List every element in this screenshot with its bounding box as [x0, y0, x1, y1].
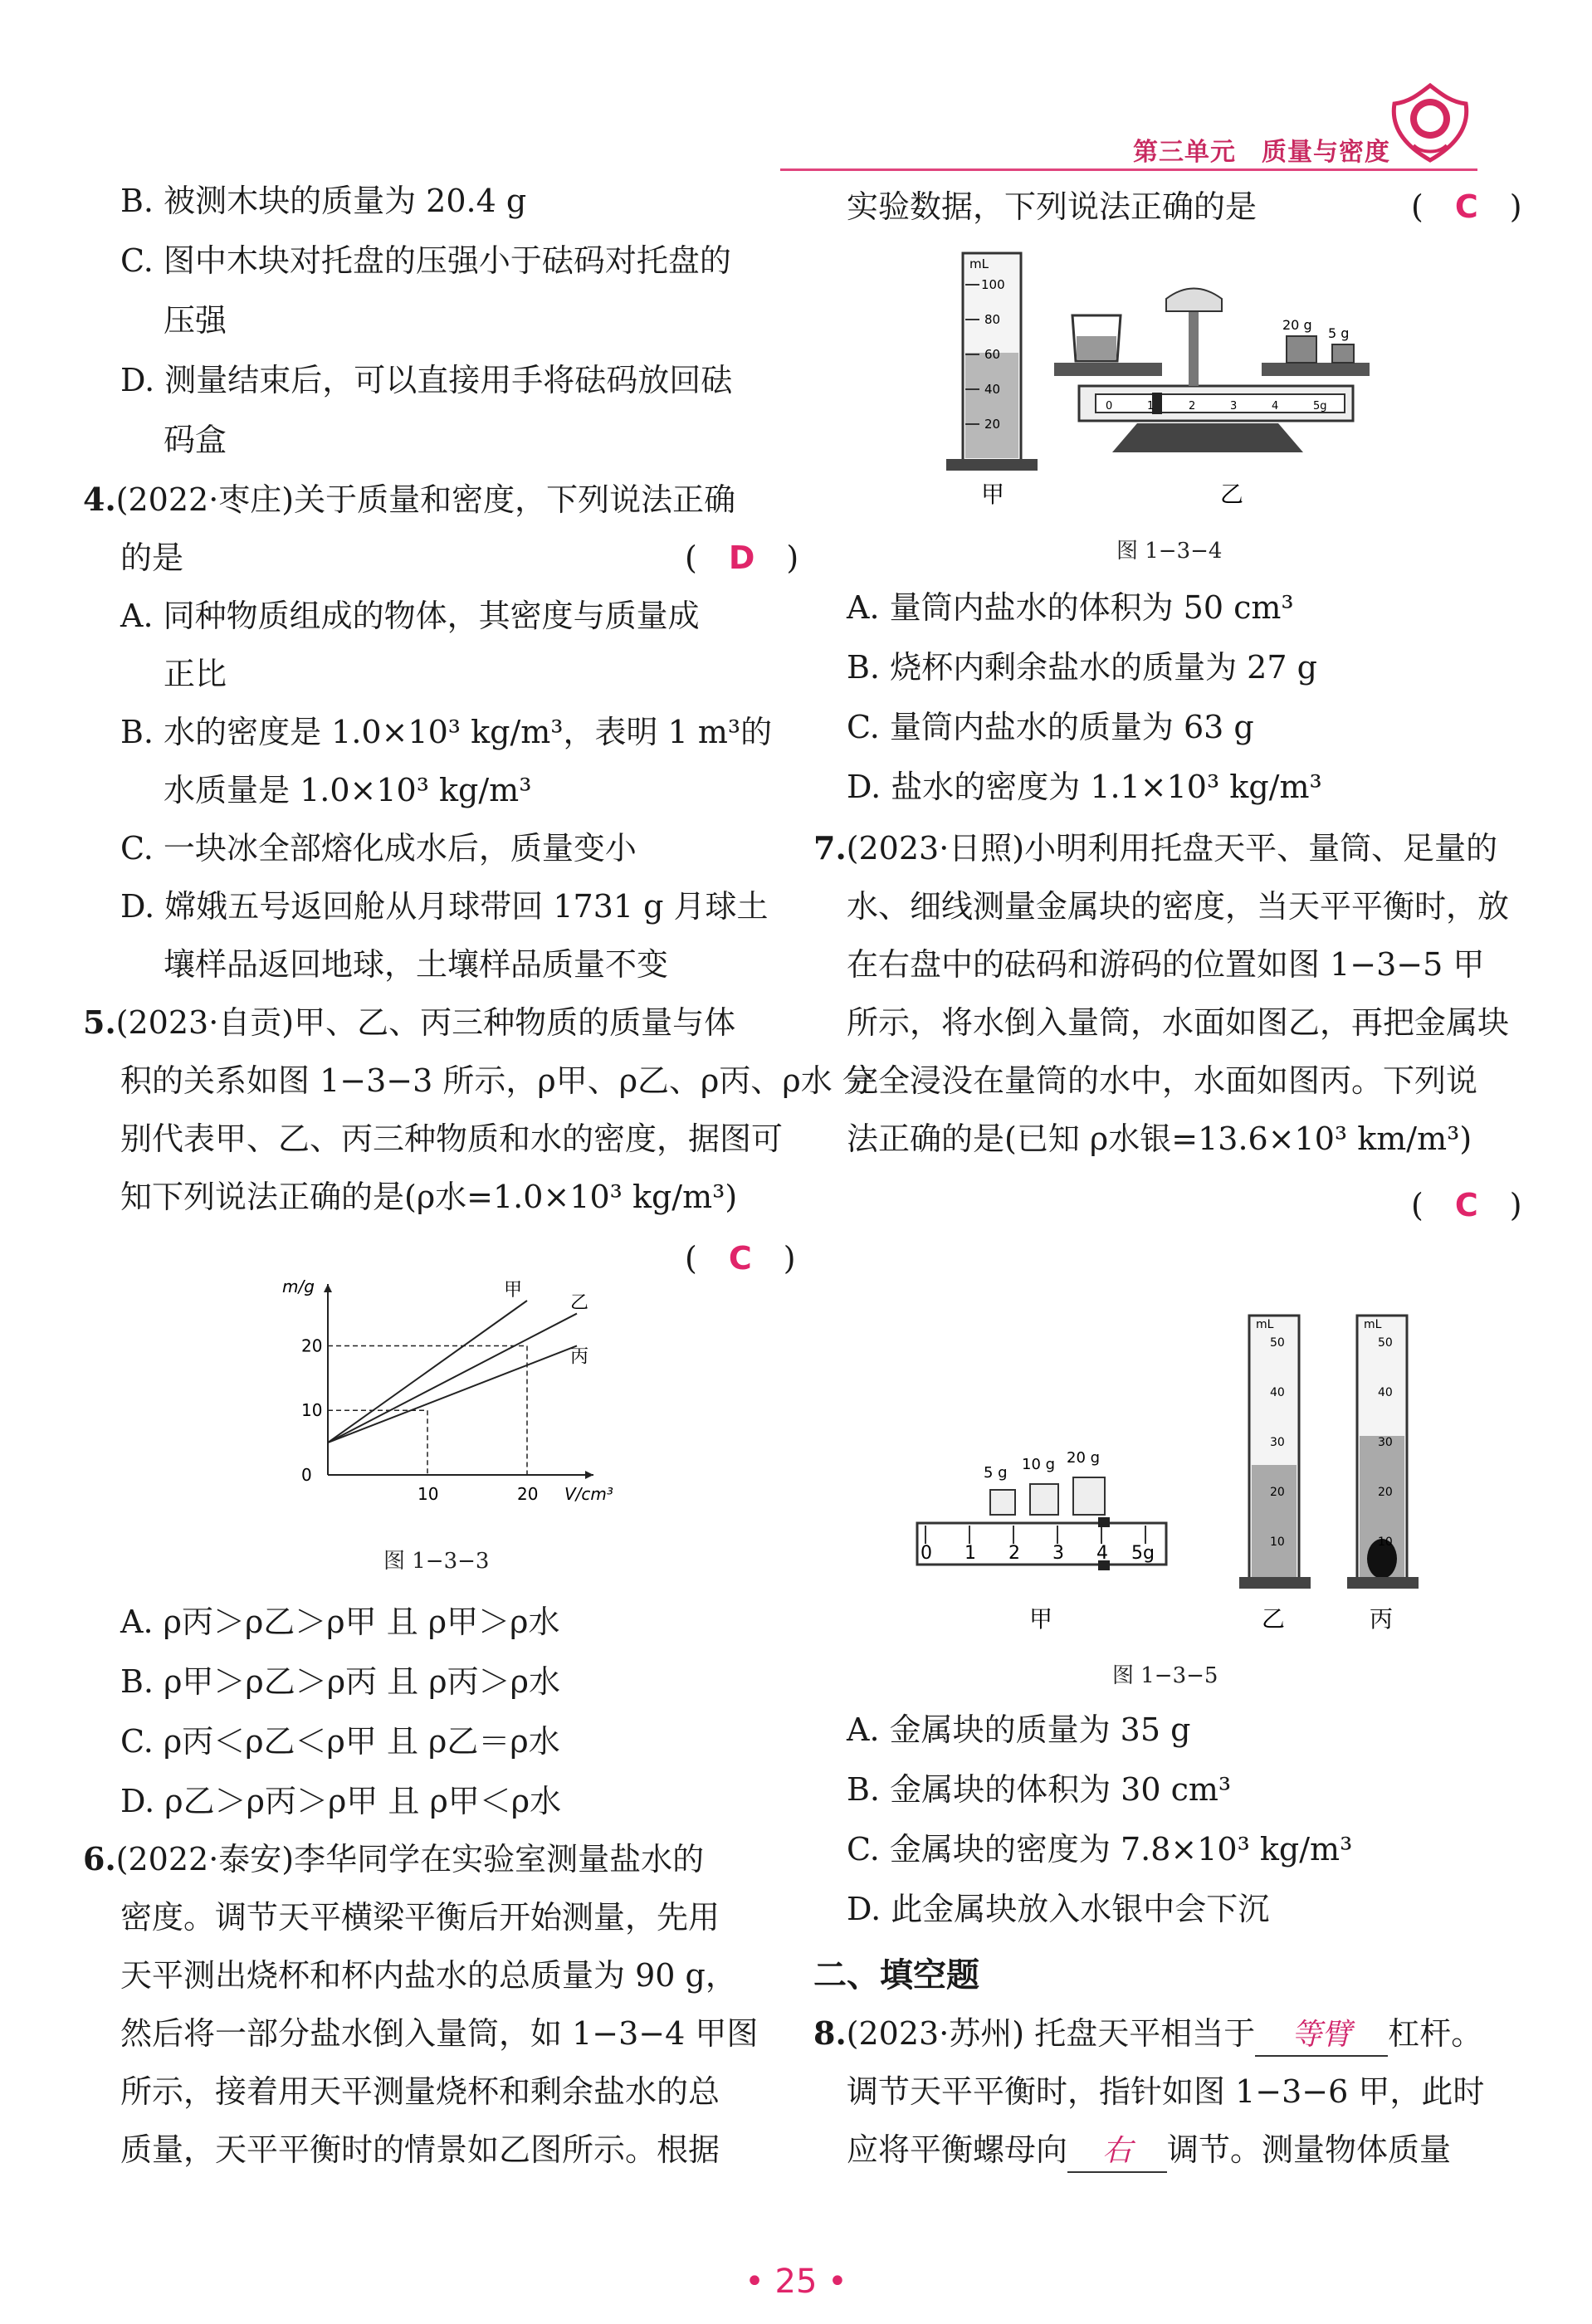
weight-10g: 10 g [1022, 1456, 1056, 1473]
q6-option-b: B. 烧杯内剩余盐水的质量为 27 g [847, 649, 1317, 686]
series-line-2 [328, 1314, 577, 1443]
cyl-bing-20: 20 [1378, 1486, 1393, 1499]
q6-line1: (2022·泰安)李华同学在实验室测量盐水的 [115, 1841, 705, 1877]
q7-option-c: C. 金属块的密度为 7.8×10³ kg/m³ [847, 1831, 1353, 1868]
cyl-tick-100: 100 [981, 277, 1005, 292]
q5-stem-line2: 积的关系如图 1−3−3 所示，ρ甲、ρ乙、ρ丙、ρ水 分 [120, 1062, 874, 1099]
graduated-cylinder-jia [946, 253, 1038, 471]
weight-5g: 5 g [984, 1464, 1008, 1482]
q6-option-c: C. 量筒内盐水的质量为 63 g [847, 709, 1254, 745]
y-axis-arrow [324, 1284, 332, 1292]
x-tick-label: 20 [517, 1484, 539, 1504]
q5-answer-box: ( C ) [685, 1240, 796, 1277]
series-label-2: 乙 [570, 1292, 589, 1314]
q4-answer: D [728, 540, 755, 576]
weight-5g-label: 5 g [1328, 325, 1350, 341]
cyl-yi-unit: mL [1256, 1318, 1274, 1331]
unit-title: 第三单元 质量与密度 [1133, 138, 1390, 167]
cyl-yi-30: 30 [1270, 1436, 1285, 1449]
q8-blank-2[interactable]: 右 [1067, 2131, 1167, 2173]
q5-figure-caption: 图 1−3−3 [383, 1549, 490, 1574]
q3-option-d: D. 测量结束后，可以直接用手将砝码放回砝 [120, 362, 733, 398]
q5-stem-line3: 别代表甲、乙、丙三种物质和水的密度，据图可 [120, 1120, 784, 1157]
q6-number: 6. [83, 1840, 116, 1877]
cyl-yi-10: 10 [1270, 1536, 1285, 1549]
figure-1-3-5 [909, 1303, 1424, 1643]
q4-option-d: D. 嫦娥五号返回舱从月球带回 1731 g 月球土 [120, 888, 769, 925]
q4-stem-line1: (2022·枣庄)关于质量和密度，下列说法正确 [115, 481, 736, 518]
cyl-tick-20: 20 [984, 417, 1001, 432]
fig5-label-jia: 甲 [1029, 1605, 1053, 1633]
q3-option-c-cont: 压强 [164, 302, 227, 339]
q6-answer-box: ( C ) [1411, 188, 1522, 225]
x-axis-arrow [585, 1471, 593, 1479]
cyl-bing-40: 40 [1378, 1386, 1393, 1399]
q4-option-b: B. 水的密度是 1.0×10³ kg/m³，表明 1 m³的 [120, 714, 773, 750]
fig5-label-bing: 丙 [1370, 1605, 1394, 1633]
q3-option-c: C. 图中木块对托盘的压强小于砝码对托盘的 [120, 242, 731, 279]
scale7-0: 0 [921, 1543, 932, 1564]
beam-scale-0: 0 [1106, 400, 1113, 413]
cyl-yi-20: 20 [1270, 1486, 1285, 1499]
x-axis-label: V/cm³ [564, 1484, 613, 1504]
scale7-2: 2 [1008, 1543, 1020, 1564]
q5-stem-line1: (2023·自贡)甲、乙、丙三种物质的质量与体 [115, 1004, 736, 1041]
q5-option-a: A. ρ丙＞ρ乙＞ρ甲 且 ρ甲＞ρ水 [120, 1604, 560, 1640]
section-fill-in-title: 二、填空题 [813, 1956, 979, 1994]
cyl-bing-10: 10 [1378, 1536, 1393, 1549]
q6-line4: 然后将一部分盐水倒入量筒，如 1−3−4 甲图 [120, 2015, 759, 2052]
q7-line5: 完全浸没在量筒的水中，水面如图丙。下列说 [847, 1062, 1478, 1099]
q6-answer: C [1454, 188, 1478, 225]
x-tick-label: 10 [418, 1484, 439, 1504]
scale7-4: 4 [1096, 1543, 1108, 1564]
q4-option-d-cont: 壤样品返回地球，土壤样品质量不变 [164, 946, 669, 983]
q7-answer-box: ( C ) [1411, 1187, 1522, 1223]
q8-line3 [847, 2130, 1451, 2173]
q6-line6: 质量，天平平衡时的情景如乙图所示。根据 [120, 2131, 720, 2168]
q4-stem [83, 480, 735, 520]
q5-number: 5. [83, 1003, 116, 1041]
fig4-label-jia: 甲 [981, 481, 1005, 508]
cyl-tick-60: 60 [984, 347, 1001, 362]
logo-badge-icon [1384, 79, 1476, 170]
q6-line3: 天平测出烧杯和杯内盐水的总质量为 90 g， [120, 1957, 737, 1994]
q8-line1 [813, 2014, 1482, 2057]
q4-option-c: C. 一块冰全部熔化成水后，质量变小 [120, 830, 637, 867]
figure-1-3-4 [930, 245, 1394, 519]
cyl-unit-jia: mL [969, 256, 989, 271]
q7-option-d: D. 此金属块放入水银中会下沉 [847, 1891, 1270, 1927]
q6-continued: 实验数据，下列说法正确的是 [847, 188, 1257, 225]
cyl-bing-50: 50 [1378, 1336, 1393, 1350]
balance-yi [1054, 289, 1370, 453]
cyl-yi-40: 40 [1270, 1386, 1285, 1399]
q6-option-d: D. 盐水的密度为 1.1×10³ kg/m³ [847, 769, 1322, 805]
q3-option-b: B. 被测木块的质量为 20.4 g [120, 183, 527, 219]
q8-number: 8. [813, 2014, 847, 2052]
q5-option-b: B. ρ甲＞ρ乙＞ρ丙 且 ρ丙＞ρ水 [120, 1663, 560, 1700]
cyl-bing-30: 30 [1378, 1436, 1393, 1449]
q8-blank-1[interactable]: 等臂 [1255, 2015, 1388, 2057]
beam-scale-1: 1 [1147, 400, 1155, 413]
q5-stem [83, 1003, 735, 1042]
mass-volume-chart [266, 1277, 614, 1531]
cyl-bing-unit: mL [1364, 1318, 1382, 1331]
graduated-cylinder-bing [1347, 1316, 1419, 1589]
q6-figure-caption: 图 1−3−4 [1116, 539, 1223, 564]
beam-scale-2: 2 [1189, 400, 1196, 413]
q5-answer: C [728, 1240, 752, 1277]
q4-option-b-cont: 水质量是 1.0×10³ kg/m³ [164, 772, 532, 808]
cyl-yi-50: 50 [1270, 1336, 1285, 1350]
weight-20g-label: 20 g [1282, 317, 1312, 333]
header-divider [780, 168, 1477, 171]
q4-number: 4. [83, 481, 116, 518]
y-tick-label: 0 [301, 1465, 312, 1485]
q4-option-a-cont: 正比 [164, 656, 227, 692]
q7-line4: 所示，将水倒入量筒，水面如图乙，再把金属块 [847, 1004, 1510, 1041]
q7-line6: 法正确的是(已知 ρ水银=13.6×10³ km/m³) [847, 1120, 1472, 1157]
page-number: • 25 • [745, 2263, 847, 2301]
q5-option-d: D. ρ乙＞ρ丙＞ρ甲 且 ρ甲＜ρ水 [120, 1783, 562, 1819]
scale7-1: 1 [964, 1543, 976, 1564]
rider-scale-jia [917, 1449, 1166, 1570]
beam-scale-5: 5g [1313, 400, 1327, 413]
q7-answer: C [1454, 1187, 1478, 1223]
q5-stem-line4: 知下列说法正确的是(ρ水=1.0×10³ kg/m³) [120, 1179, 738, 1215]
q7-line3: 在右盘中的砝码和游码的位置如图 1−3−5 甲 [847, 946, 1485, 983]
q6-line5: 所示，接着用天平测量烧杯和剩余盐水的总 [120, 2073, 720, 2110]
q7-line2: 水、细线测量金属块的密度，当天平平衡时，放 [847, 888, 1510, 925]
q6-option-a: A. 量筒内盐水的体积为 50 cm³ [847, 589, 1294, 626]
q7-number: 7. [813, 829, 847, 867]
fig4-label-yi: 乙 [1220, 481, 1244, 508]
q7-line1: (2023·日照)小明利用托盘天平、量筒、足量的 [846, 830, 1498, 867]
series-label-1: 甲 [504, 1280, 523, 1301]
series-line-3 [328, 1345, 577, 1443]
scale7-5: 5g [1131, 1543, 1155, 1564]
q7-option-b: B. 金属块的体积为 30 cm³ [847, 1771, 1232, 1808]
q6-line2: 密度。调节天平横梁平衡后开始测量，先用 [120, 1899, 720, 1936]
scale7-3: 3 [1052, 1543, 1064, 1564]
q4-answer-box: ( D ) [685, 540, 799, 576]
q8-line3b: 调节。测量物体质量 [1167, 2131, 1452, 2168]
q7-figure-caption: 图 1−3−5 [1112, 1663, 1218, 1688]
q8-line2: 调节天平平衡时，指针如图 1−3−6 甲，此时 [847, 2073, 1485, 2110]
beam-scale-3: 3 [1230, 400, 1238, 413]
cyl-tick-80: 80 [984, 312, 1001, 327]
q6-stem [83, 1839, 704, 1879]
y-tick-label: 10 [301, 1400, 323, 1421]
q7-option-a: A. 金属块的质量为 35 g [847, 1711, 1191, 1748]
q8-line1a: (2023·苏州) 托盘天平相当于 [846, 2015, 1256, 2052]
q7-stem [813, 828, 1497, 868]
y-tick-label: 20 [301, 1335, 323, 1356]
q3-option-d-cont: 码盒 [164, 422, 227, 458]
cyl-tick-40: 40 [984, 382, 1001, 397]
q5-option-c: C. ρ丙＜ρ乙＜ρ甲 且 ρ乙＝ρ水 [120, 1723, 560, 1760]
q8-line1b: 杠杆。 [1388, 2015, 1483, 2052]
q4-option-a: A. 同种物质组成的物体，其密度与质量成 [120, 598, 700, 634]
q8-line3a: 应将平衡螺母向 [847, 2131, 1068, 2168]
q4-stem-line2: 的是 [120, 540, 184, 576]
beam-scale-4: 4 [1272, 400, 1279, 413]
fig5-label-yi: 乙 [1262, 1605, 1286, 1633]
y-axis-label: m/g [282, 1277, 315, 1296]
series-label-3: 丙 [570, 1346, 589, 1368]
graduated-cylinder-yi [1239, 1316, 1311, 1589]
weight-20g: 20 g [1067, 1449, 1101, 1467]
